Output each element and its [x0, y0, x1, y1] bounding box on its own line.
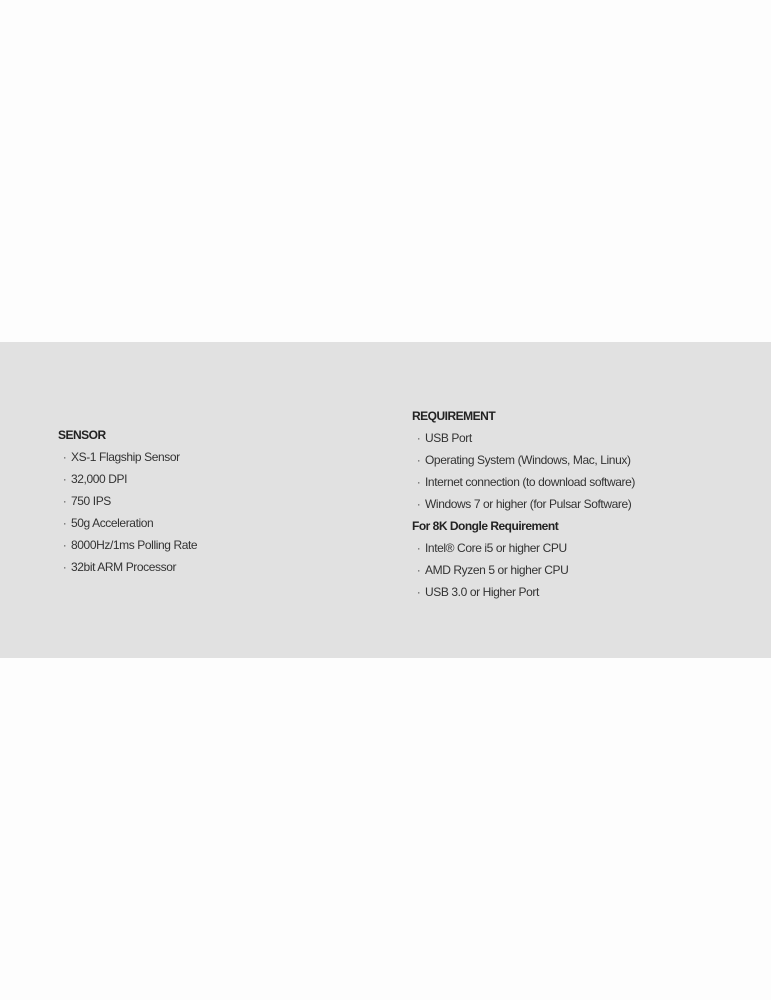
sensor-item	[58, 446, 358, 468]
bullet-dot: ·	[62, 560, 67, 574]
bullet-dot: ·	[416, 585, 421, 599]
requirement-list	[412, 427, 752, 515]
requirement-item-text: USB Port	[425, 431, 472, 445]
sensor-item-text: 50g Acceleration	[71, 516, 154, 530]
requirement-item	[412, 493, 752, 515]
bullet-dot: ·	[62, 516, 67, 530]
bullet-dot: ·	[416, 497, 421, 511]
spec-section	[0, 342, 771, 658]
sensor-item	[58, 490, 358, 512]
dongle-requirement-list	[412, 537, 752, 603]
requirement-item-text: Operating System (Windows, Mac, Linux)	[425, 453, 631, 467]
sensor-item	[58, 534, 358, 556]
dongle-requirement-item	[412, 537, 752, 559]
sensor-item	[58, 556, 358, 578]
dongle-requirement-heading: For 8K Dongle Requirement	[412, 519, 559, 533]
sensor-item-text: 8000Hz/1ms Polling Rate	[71, 538, 198, 552]
sensor-list	[58, 446, 358, 578]
sensor-item	[58, 468, 358, 490]
bullet-dot: ·	[416, 563, 421, 577]
requirement-item	[412, 427, 752, 449]
bullet-dot: ·	[62, 450, 67, 464]
bullet-dot: ·	[416, 541, 421, 555]
requirement-column	[412, 405, 752, 603]
bullet-dot: ·	[416, 431, 421, 445]
dongle-requirement-item-text: AMD Ryzen 5 or higher CPU	[425, 563, 569, 577]
sensor-item-text: XS-1 Flagship Sensor	[71, 450, 180, 464]
bullet-dot: ·	[62, 472, 67, 486]
requirement-item-text: Internet connection (to download software)	[425, 475, 635, 489]
sensor-heading: SENSOR	[58, 428, 106, 442]
bullet-dot: ·	[416, 453, 421, 467]
bullet-dot: ·	[416, 475, 421, 489]
bullet-dot: ·	[62, 538, 67, 552]
requirement-item-text: Windows 7 or higher (for Pulsar Software)	[425, 497, 632, 511]
dongle-requirement-item-text: USB 3.0 or Higher Port	[425, 585, 539, 599]
sensor-item-text: 32,000 DPI	[71, 472, 128, 486]
sensor-item-text: 32bit ARM Processor	[71, 560, 177, 574]
bullet-dot: ·	[62, 494, 67, 508]
dongle-requirement-item-text: Intel® Core i5 or higher CPU	[425, 541, 567, 555]
requirement-item	[412, 471, 752, 493]
sensor-column	[58, 424, 358, 578]
dongle-requirement-item	[412, 581, 752, 603]
dongle-requirement-item	[412, 559, 752, 581]
sensor-item-text: 750 IPS	[71, 494, 111, 508]
sensor-item	[58, 512, 358, 534]
requirement-heading: REQUIREMENT	[412, 409, 496, 423]
requirement-item	[412, 449, 752, 471]
